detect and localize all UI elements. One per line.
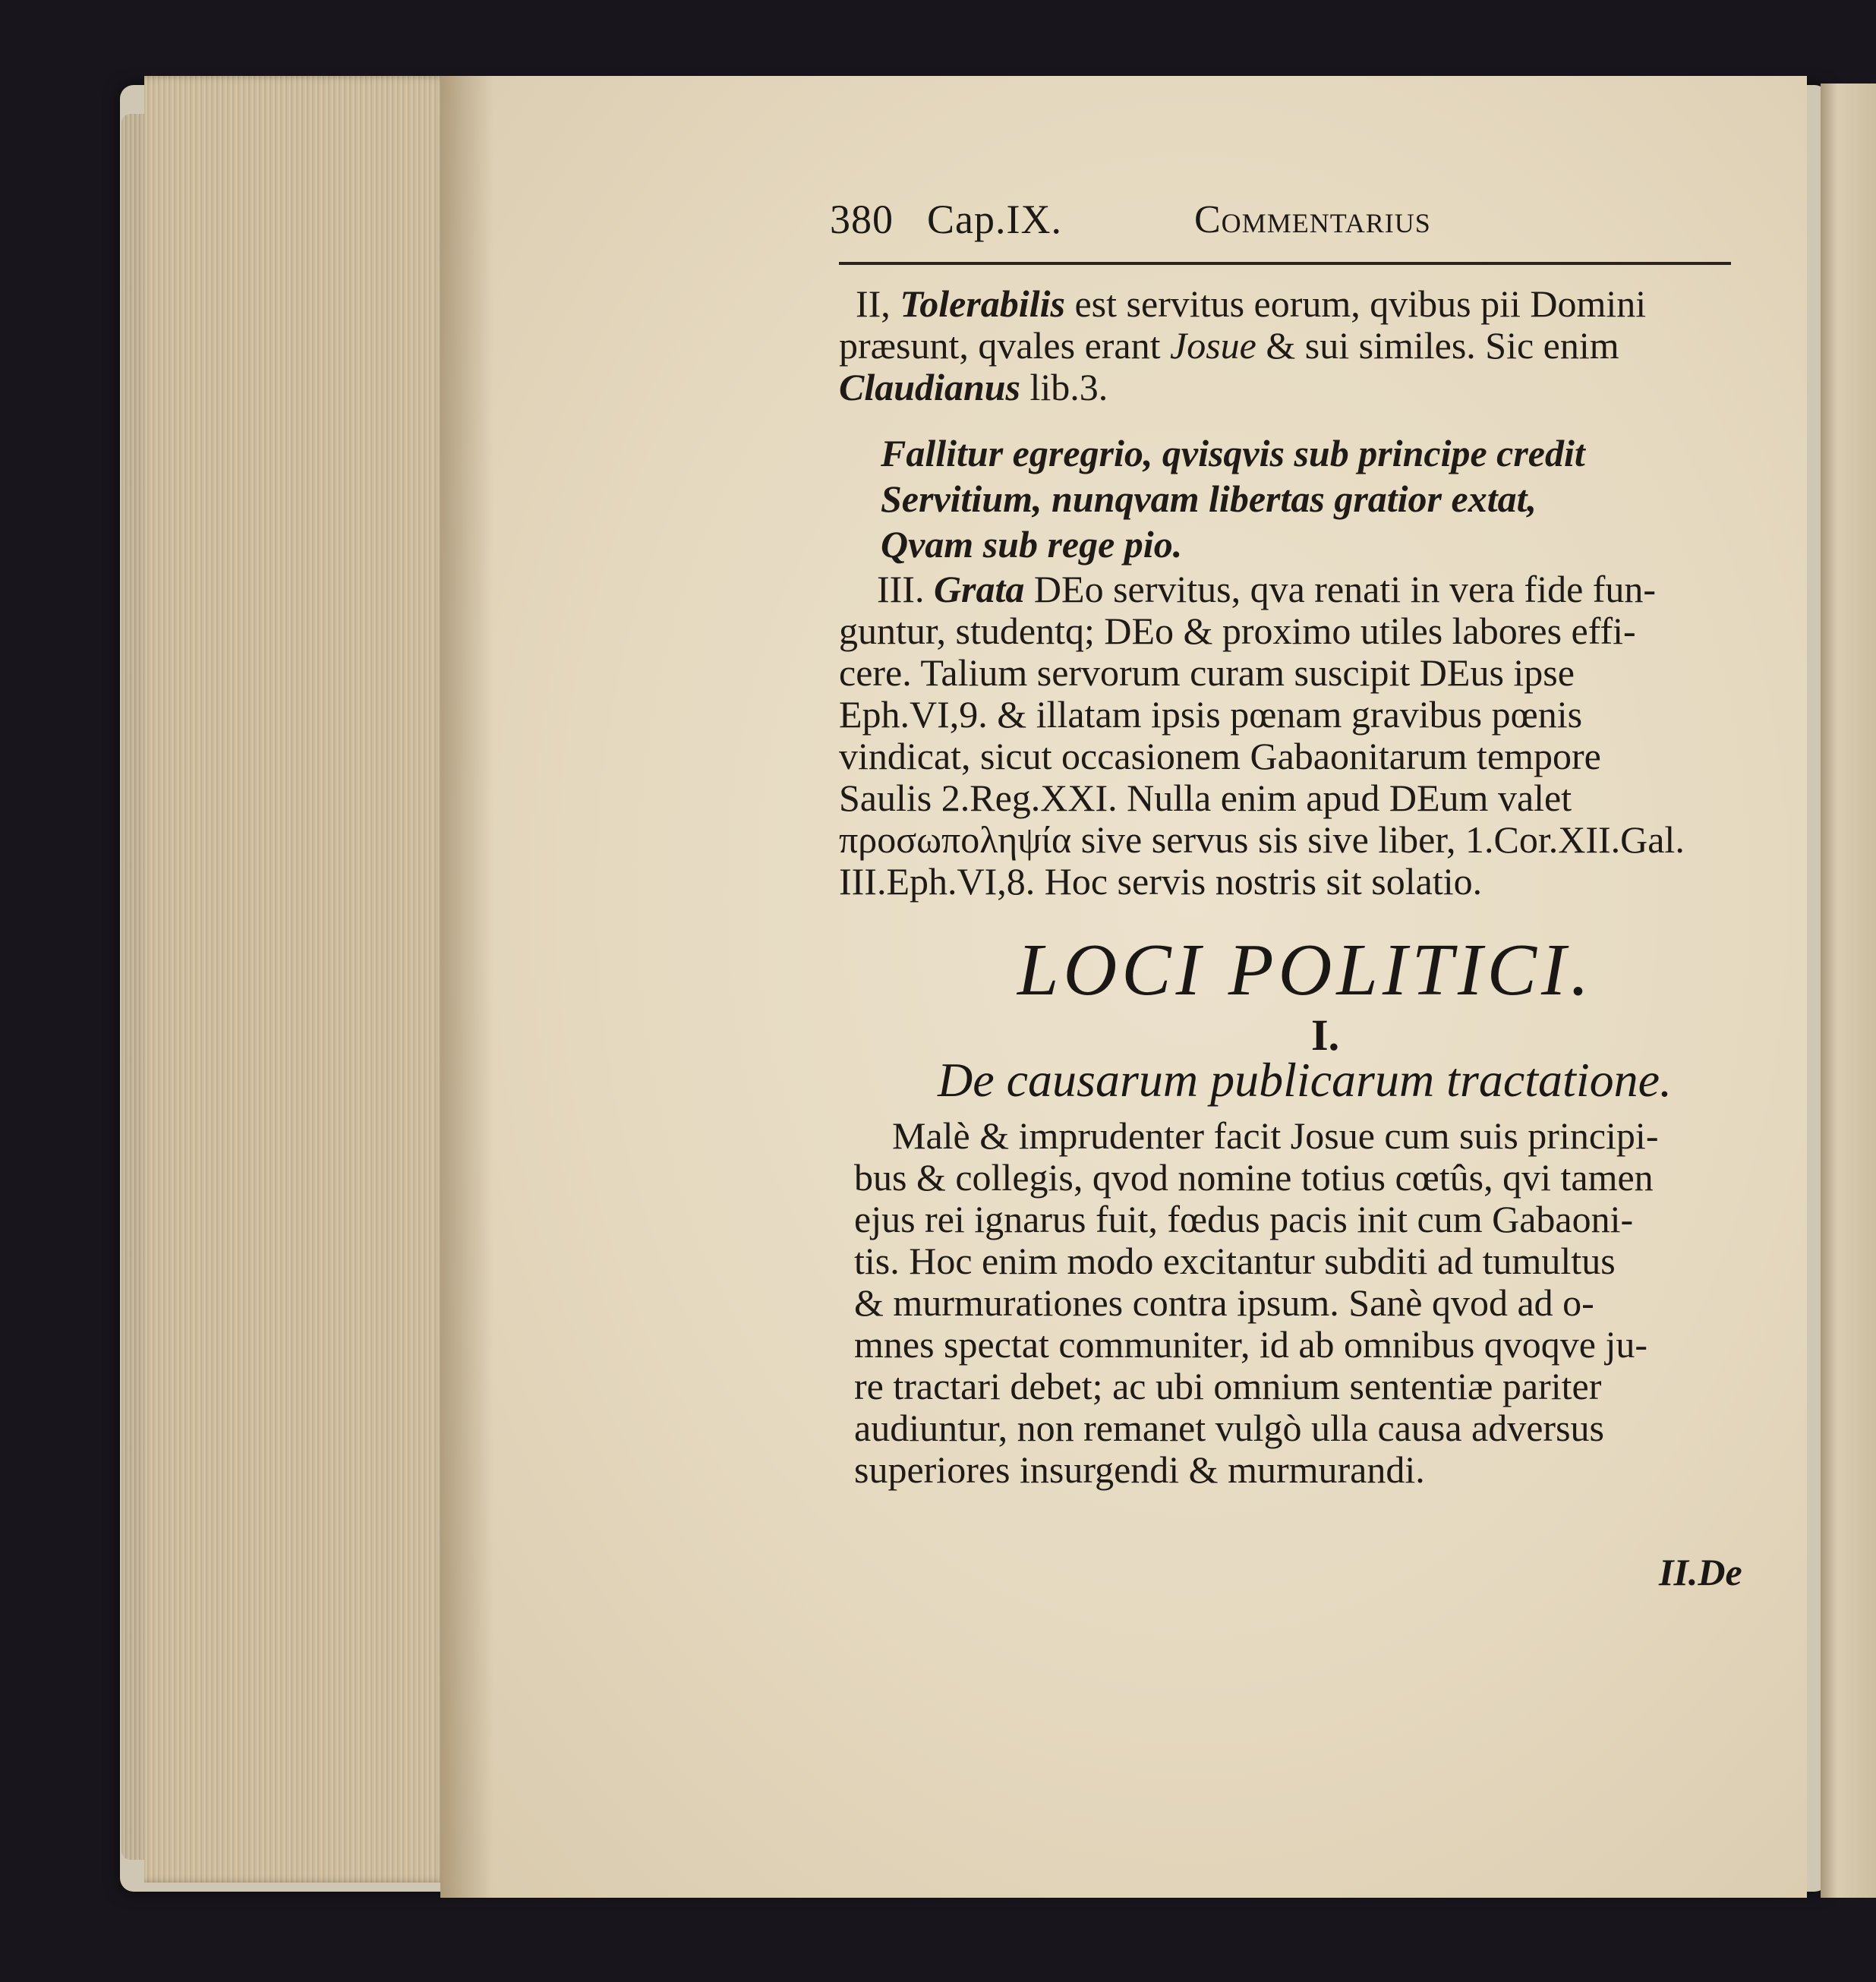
section-subheading: De causarum publicarum tractatione. <box>938 1053 1672 1107</box>
page-gutter-shadow <box>440 76 493 1898</box>
verse-line: Servitium, nunqvam libertas gratior extat, <box>881 477 1537 520</box>
text-line: bus & collegis, qvod nomine totius cœtûs, qvi tamen <box>854 1156 1654 1199</box>
text-line: superiores insurgendi & murmurandi. <box>854 1448 1425 1491</box>
text-line: re tractari debet; ac ubi omnium sententiæ pariter <box>854 1365 1602 1407</box>
text-line: Saulis 2.Reg.XXI. Nulla enim apud DEum valet <box>839 777 1572 819</box>
text-line: præsunt, qvales erant Josue & sui similes. Sic enim <box>839 324 1619 367</box>
text-line: Malè & imprudenter facit Josue cum suis principi- <box>892 1114 1659 1157</box>
page-number: 380 <box>830 197 894 242</box>
catchword: II.De <box>1659 1551 1742 1593</box>
verse-line: Fallitur egregrio, qvisqvis sub principe credit <box>881 432 1585 474</box>
text-line: III. Grata DEo servitus, qva renati in vera fide fun- <box>877 568 1657 610</box>
section-number: I. <box>1311 1010 1340 1060</box>
chapter-label: Cap.IX. <box>927 197 1062 242</box>
facing-page-edge <box>1821 84 1876 1898</box>
verse-line: Qvam sub rege pio. <box>881 523 1183 566</box>
text-line: II, Tolerabilis est servitus eorum, qvibus pii Domini <box>856 282 1647 325</box>
text-line: guntur, studentq; DEo & proximo utiles labores effi- <box>839 610 1636 652</box>
text-line: audiuntur, non remanet vulgò ulla causa adversus <box>854 1407 1604 1449</box>
text-line: & murmurationes contra ipsum. Sanè qvod ad o- <box>854 1281 1594 1324</box>
text-line: προσωποληψία sive servus sis sive liber, 1.Cor.XII.Gal. <box>839 818 1685 861</box>
text-line: III.Eph.VI,8. Hoc servis nostris sit solatio. <box>839 860 1483 903</box>
text-line: Claudianus lib.3. <box>839 366 1108 408</box>
text-line: ejus rei ignarus fuit, fœdus pacis init cum Gabaoni- <box>854 1198 1634 1240</box>
header-rule <box>839 262 1731 265</box>
text-line: vindicat, sicut occasionem Gabaonitarum tempore <box>839 735 1601 777</box>
text-line: Eph.VI,9. & illatam ipsis pœnam gravibus pœnis <box>839 693 1583 736</box>
text-line: cere. Talium servorum curam suscipit DEus ipse <box>839 651 1575 694</box>
page-block-edges <box>144 76 448 1883</box>
text-line: mnes spectat communiter, id ab omnibus qvoqve ju- <box>854 1323 1648 1366</box>
section-heading: LOCI POLITICI. <box>1017 929 1594 1011</box>
text-line: tis. Hoc enim modo excitantur subditi ad tumultus <box>854 1240 1616 1282</box>
running-title: Commentarius <box>1194 198 1431 241</box>
